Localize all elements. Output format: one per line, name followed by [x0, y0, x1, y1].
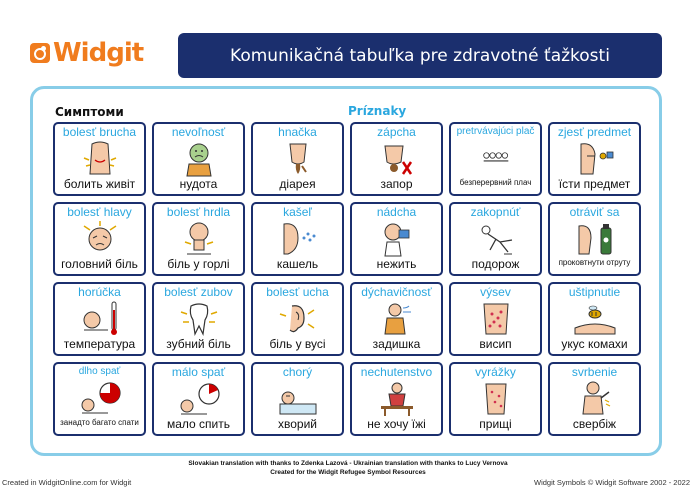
cell-label-uk: запор — [380, 177, 413, 191]
insect-sting-icon — [573, 300, 617, 338]
runny-nose-icon — [375, 220, 419, 258]
cell-label-uk: болить живіт — [63, 177, 136, 191]
cell-label-sk: bolesť zubov — [164, 285, 233, 299]
cell-spots[interactable] — [449, 362, 542, 436]
cell-label-sk: výsev — [480, 285, 511, 299]
cell-label-sk: nechutenstvo — [360, 365, 433, 379]
cell-label-uk: проковтнути отруту — [558, 258, 631, 267]
cell-label-uk: біль у горлі — [167, 257, 230, 271]
footer-left: Created in WidgitOnline.com for Widgit — [2, 478, 132, 487]
page-title: Komunikačná tabuľka pre zdravotné ťažkosti — [178, 33, 662, 78]
cell-swallow-object[interactable] — [548, 122, 641, 196]
persistent-crying-icon — [474, 150, 518, 176]
resource-credit: Created for the Widgit Refugee Symbol Resources — [270, 469, 426, 476]
cell-label-sk: otráviť sa — [569, 205, 620, 219]
earache-icon — [276, 300, 320, 338]
fever-icon — [78, 300, 122, 338]
cell-label-uk: кашель — [276, 257, 319, 271]
symptom-grid — [53, 122, 641, 436]
header-left: Симптоми — [55, 105, 124, 119]
cell-diarrhoea[interactable] — [251, 122, 344, 196]
cell-constipation[interactable] — [350, 122, 443, 196]
cell-ill[interactable] — [251, 362, 344, 436]
cell-label-sk: zápcha — [377, 125, 416, 139]
cell-label-uk: прищі — [479, 417, 512, 431]
cell-nausea[interactable] — [152, 122, 245, 196]
cell-label-sk: vyrážky — [475, 365, 516, 379]
cell-sleep-long[interactable] — [53, 362, 146, 436]
cell-cough[interactable] — [251, 202, 344, 276]
cell-itch[interactable] — [548, 362, 641, 436]
cell-label-uk: не хочу їжі — [367, 417, 426, 431]
cell-label-sk: zjesť predmet — [557, 125, 632, 139]
cell-persistent-crying[interactable] — [449, 122, 542, 196]
sleep-long-icon — [78, 378, 122, 418]
logo-text: Widgit — [53, 38, 144, 68]
cell-runny-nose[interactable] — [350, 202, 443, 276]
trip-icon — [474, 220, 518, 258]
translation-credit: Slovakian translation with thanks to Zdenka Lazová - Ukrainian translation with thanks to Lucy Vernova — [188, 460, 508, 467]
widgit-logo-icon — [30, 43, 50, 63]
cell-label-sk: uštipnutie — [568, 285, 621, 299]
cell-headache[interactable] — [53, 202, 146, 276]
cell-sleep-little[interactable] — [152, 362, 245, 436]
cell-label-sk: kašeľ — [283, 205, 312, 219]
cell-label-sk: chorý — [282, 365, 313, 379]
cell-label-sk: svrbenie — [571, 365, 618, 379]
cell-label-uk: безперервний плач — [459, 178, 532, 187]
cell-label-sk: pretrvávajúci plač — [456, 126, 535, 137]
cell-poison[interactable] — [548, 202, 641, 276]
cell-label-uk: занадто багато спати — [60, 418, 139, 427]
cell-label-uk: мало спить — [166, 417, 231, 431]
cell-label-uk: задишка — [372, 337, 421, 351]
constipation-icon — [375, 140, 419, 178]
cell-label-uk: діарея — [279, 177, 316, 191]
cell-label-uk: головний біль — [61, 257, 138, 271]
cough-icon — [276, 220, 320, 258]
cell-label-uk: хворий — [278, 417, 317, 431]
stomach-ache-icon — [78, 140, 122, 178]
cell-label-sk: málo spať — [171, 365, 226, 379]
sore-throat-icon — [177, 220, 221, 258]
cell-label-uk: температура — [63, 337, 136, 351]
cell-trip[interactable] — [449, 202, 542, 276]
cell-sore-throat[interactable] — [152, 202, 245, 276]
cell-earache[interactable] — [251, 282, 344, 356]
breathless-icon — [375, 300, 419, 338]
cell-label-uk: їсти предмет — [558, 177, 631, 191]
cell-label-uk: висип — [479, 337, 512, 351]
cell-stomach-ache[interactable] — [53, 122, 146, 196]
widgit-logo — [30, 38, 143, 68]
sleep-little-icon — [177, 380, 221, 418]
cell-insect-sting[interactable] — [548, 282, 641, 356]
cell-toothache[interactable] — [152, 282, 245, 356]
cell-label-uk: нудота — [179, 177, 218, 191]
cell-label-uk: свербіж — [572, 417, 617, 431]
cell-label-sk: zakopnúť — [470, 205, 521, 219]
toothache-icon — [177, 300, 221, 338]
cell-label-uk: зубний біль — [166, 337, 231, 351]
cell-label-uk: нежить — [376, 257, 417, 271]
rash-icon — [474, 300, 518, 338]
itch-icon — [573, 380, 617, 418]
footer-right: Widgit Symbols © Widgit Software 2002 - 2022 — [533, 478, 690, 487]
cell-label-uk: укус комахи — [561, 337, 628, 351]
poison-icon — [573, 220, 617, 258]
headache-icon — [78, 220, 122, 258]
ill-icon — [276, 380, 320, 418]
header-center: Príznaky — [348, 104, 407, 118]
no-appetite-icon — [375, 380, 419, 418]
cell-label-sk: dýchavičnosť — [361, 285, 432, 299]
cell-label-sk: bolesť hrdla — [166, 205, 231, 219]
cell-label-sk: bolesť brucha — [62, 125, 137, 139]
cell-label-sk: bolesť ucha — [266, 285, 329, 299]
cell-label-sk: bolesť hlavy — [67, 205, 132, 219]
nausea-icon — [177, 140, 221, 178]
spots-icon — [474, 380, 518, 418]
cell-label-sk: horúčka — [78, 285, 121, 299]
cell-label-sk: hnačka — [278, 125, 317, 139]
cell-label-uk: біль у вусі — [269, 337, 326, 351]
diarrhoea-icon — [276, 140, 320, 178]
cell-no-appetite[interactable] — [350, 362, 443, 436]
cell-fever[interactable] — [53, 282, 146, 356]
cell-breathless[interactable] — [350, 282, 443, 356]
cell-rash[interactable] — [449, 282, 542, 356]
swallow-object-icon — [573, 140, 617, 178]
cell-label-uk: подорож — [471, 257, 520, 271]
cell-label-sk: nevoľnosť — [171, 125, 226, 139]
cell-label-sk: dlho spať — [78, 366, 121, 377]
cell-label-sk: nádcha — [376, 205, 417, 219]
